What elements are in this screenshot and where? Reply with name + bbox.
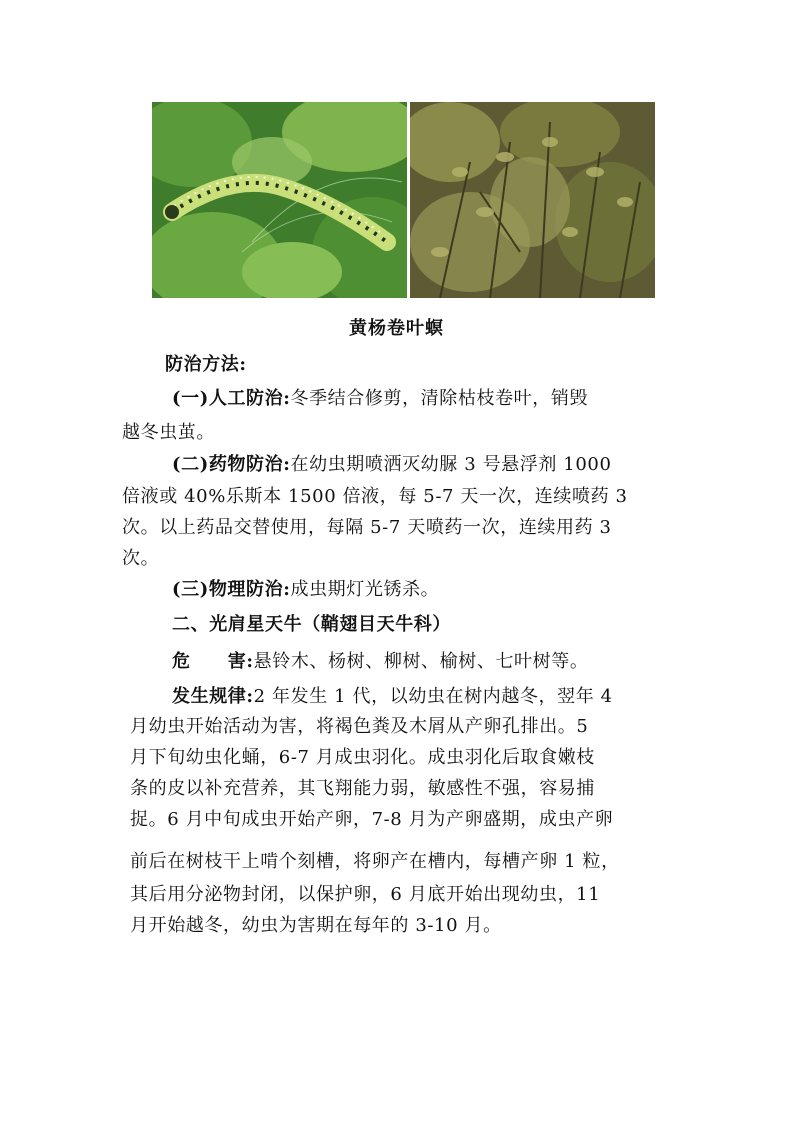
harm-text: 悬铃木、杨树、柳树、榆树、七叶树等。 bbox=[253, 651, 589, 672]
harm-paragraph bbox=[172, 650, 588, 674]
item-text: 在幼虫期喷洒灭幼脲 3 号悬浮剂 1000 bbox=[290, 454, 612, 475]
damaged-shrub-photo bbox=[410, 102, 655, 298]
item-text-cont: 越冬虫茧。 bbox=[122, 422, 215, 443]
image-caption: 黄杨卷叶螟 bbox=[349, 318, 444, 339]
harm-label: 危 害: bbox=[172, 651, 254, 672]
occurrence-text-cont: 月幼虫开始活动为害，将褐色粪及木屑从产卵孔排出。5 bbox=[130, 716, 589, 737]
occurrence-text-cont: 月下旬幼虫化蛹，6-7 月成虫羽化。成虫羽化后取食嫩枝 bbox=[130, 747, 595, 768]
item-label: (三)物理防治: bbox=[172, 579, 291, 600]
item-text: 冬季结合修剪，清除枯枝卷叶，销毁 bbox=[290, 388, 589, 409]
occurrence-paragraph bbox=[172, 685, 613, 709]
occurrence-text: 2 年发生 1 代，以幼虫在树内越冬，翌年 4 bbox=[253, 686, 613, 707]
section-heading: 二、光肩星天牛（鞘翅目天牛科） bbox=[172, 614, 451, 635]
item-label: (一)人工防治: bbox=[172, 388, 291, 409]
item-physical-control bbox=[172, 578, 439, 602]
item-label: (二)药物防治: bbox=[172, 454, 291, 475]
item-text-cont: 次。 bbox=[122, 548, 160, 569]
method-title: 防治方法: bbox=[165, 354, 247, 375]
item-text: 成虫期灯光锈杀。 bbox=[290, 579, 440, 600]
occurrence-text-cont: 月开始越冬，幼虫为害期在每年的 3-10 月。 bbox=[130, 915, 502, 936]
item-text-cont: 倍液或 40%乐斯本 1500 倍液，每 5-7 天一次，连续喷药 3 bbox=[122, 486, 628, 507]
caterpillar-photo bbox=[152, 102, 407, 298]
occurrence-text-cont: 前后在树枝干上啃个刻槽，将卵产在槽内，每槽产卵 1 粒， bbox=[130, 851, 620, 872]
occurrence-text-cont: 条的皮以补充营养，其飞翔能力弱，敏感性不强，容易捕 bbox=[130, 778, 595, 799]
item-chemical-control bbox=[172, 453, 612, 477]
occurrence-text-cont: 捉。6 月中旬成虫开始产卵，7-8 月为产卵盛期，成虫产卵 bbox=[130, 809, 614, 830]
occurrence-label: 发生规律: bbox=[172, 686, 254, 707]
occurrence-text-cont: 其后用分泌物封闭，以保护卵，6 月底开始出现幼虫，11 bbox=[130, 884, 601, 905]
item-manual-control bbox=[172, 387, 588, 411]
item-text-cont: 次。以上药品交替使用，每隔 5-7 天喷药一次，连续用药 3 bbox=[122, 517, 612, 538]
